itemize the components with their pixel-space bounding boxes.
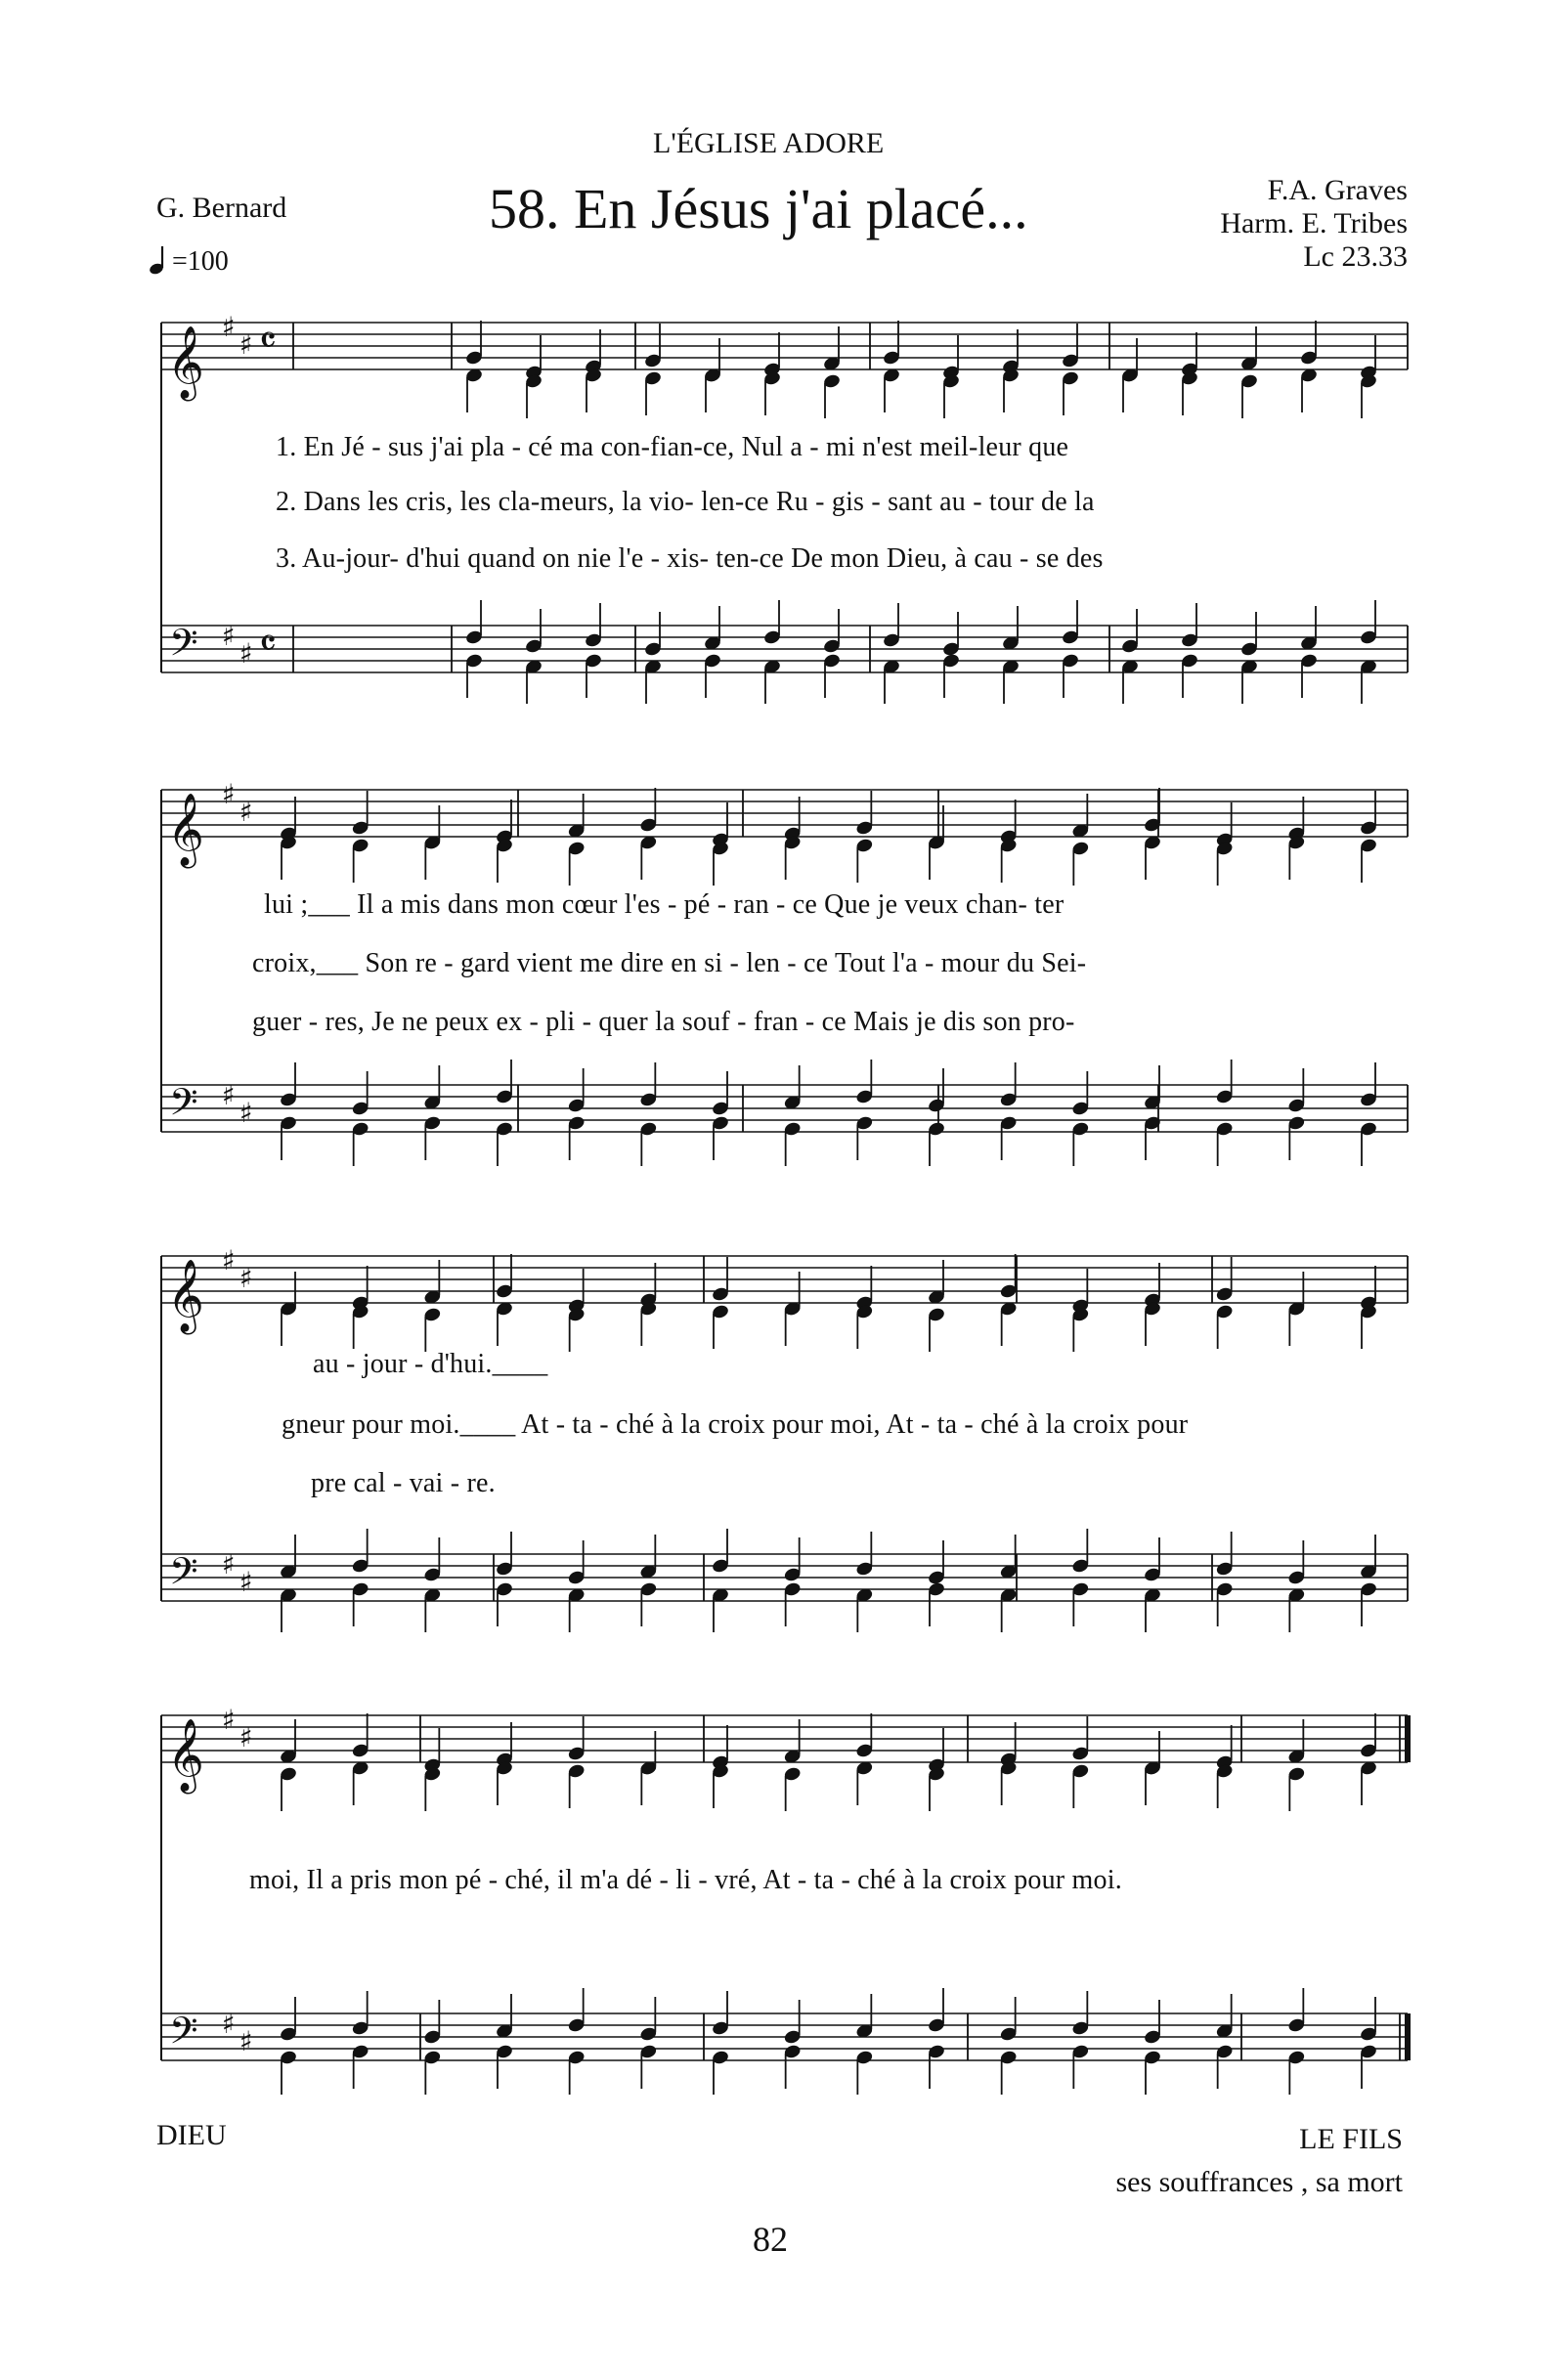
lyric-verse-3-line-3: pre cal - vai - re.	[311, 1468, 496, 1498]
lyric-refrain-line-2: moi, Il a pris mon pé - ché, il m'a dé - li - vré, At - ta - ché à la croix pour moi.	[249, 1865, 1122, 1895]
sharp-icon: ♯	[239, 1566, 253, 1598]
lyric-verse-1-line-1: 1. En Jé - sus j'ai pla - cé ma con-fian-ce, Nul a - mi n'est meil-leur que	[276, 432, 1069, 462]
lyric-verse-1-line-2: lui ;___ Il a mis dans mon cœur l'es - pé - ran - ce Que je veux chan- ter	[264, 889, 1064, 920]
sharp-icon: ♯	[222, 2008, 236, 2040]
treble-clef-icon: 𝄞	[167, 1719, 204, 1792]
sharp-icon: ♯	[239, 796, 253, 828]
treble-clef-icon: 𝄞	[167, 794, 204, 866]
sharp-icon: ♯	[239, 1262, 253, 1294]
footer-category-right: LE FILS	[1299, 2123, 1403, 2155]
sharp-icon: ♯	[222, 1704, 236, 1736]
harmony-credit: Harm. E. Tribes	[1220, 207, 1408, 239]
footer-subcategory: ses souffrances , sa mort	[1115, 2166, 1403, 2198]
bass-clef-icon: 𝄢	[169, 621, 198, 673]
sharp-icon: ♯	[222, 778, 236, 810]
lyricist-credit: G. Bernard	[156, 192, 287, 224]
page-title: 58. En Jésus j'ai placé...	[489, 177, 1028, 240]
lyric-verse-2-line-1: 2. Dans les cris, les cla-meurs, la vio- len-ce Ru - gis - sant au - tour de la	[276, 487, 1095, 517]
lyric-verse-1-line-3: au - jour - d'hui.____	[313, 1349, 548, 1379]
bass-clef-icon: 𝄢	[169, 1549, 198, 1602]
lyric-verse-3-line-2: guer - res, Je ne peux ex - pli - quer la souf - fran - ce Mais je dis son pro-	[252, 1007, 1075, 1037]
composer-credit: F.A. Graves	[1267, 174, 1408, 206]
sharp-icon: ♯	[239, 328, 253, 361]
footer-category-left: DIEU	[156, 2119, 227, 2151]
lyric-verse-3-line-1: 3. Au-jour- d'hui quand on nie l'e - xis- ten-ce De mon Dieu, à cau - se des	[276, 543, 1104, 574]
bass-clef-icon: 𝄢	[169, 1080, 198, 1133]
bass-clef-icon: 𝄢	[169, 2009, 198, 2061]
common-time-icon: 𝄴	[259, 622, 277, 667]
sharp-icon: ♯	[222, 1079, 236, 1111]
scripture-reference: Lc 23.33	[1303, 240, 1408, 273]
sharp-icon: ♯	[239, 637, 253, 670]
section-heading: L'ÉGLISE ADORE	[653, 127, 885, 159]
common-time-icon: 𝄴	[259, 319, 277, 364]
sharp-icon: ♯	[239, 1721, 253, 1753]
sharp-icon: ♯	[239, 1097, 253, 1129]
sharp-icon: ♯	[222, 311, 236, 343]
sharp-icon: ♯	[222, 620, 236, 652]
treble-clef-icon: 𝄞	[167, 1260, 204, 1332]
lyric-refrain-line-1: gneur pour moi.____ At - ta - ché à la croix pour moi, At - ta - ché à la croix pour	[282, 1409, 1189, 1440]
treble-clef-icon: 𝄞	[167, 326, 204, 399]
sharp-icon: ♯	[239, 2025, 253, 2057]
sharp-icon: ♯	[222, 1244, 236, 1277]
tempo-value: =100	[172, 246, 229, 277]
sharp-icon: ♯	[222, 1548, 236, 1580]
lyric-verse-2-line-2: croix,___ Son re - gard vient me dire en si - len - ce Tout l'a - mour du Sei-	[252, 948, 1087, 978]
page-number: 82	[753, 2220, 788, 2259]
